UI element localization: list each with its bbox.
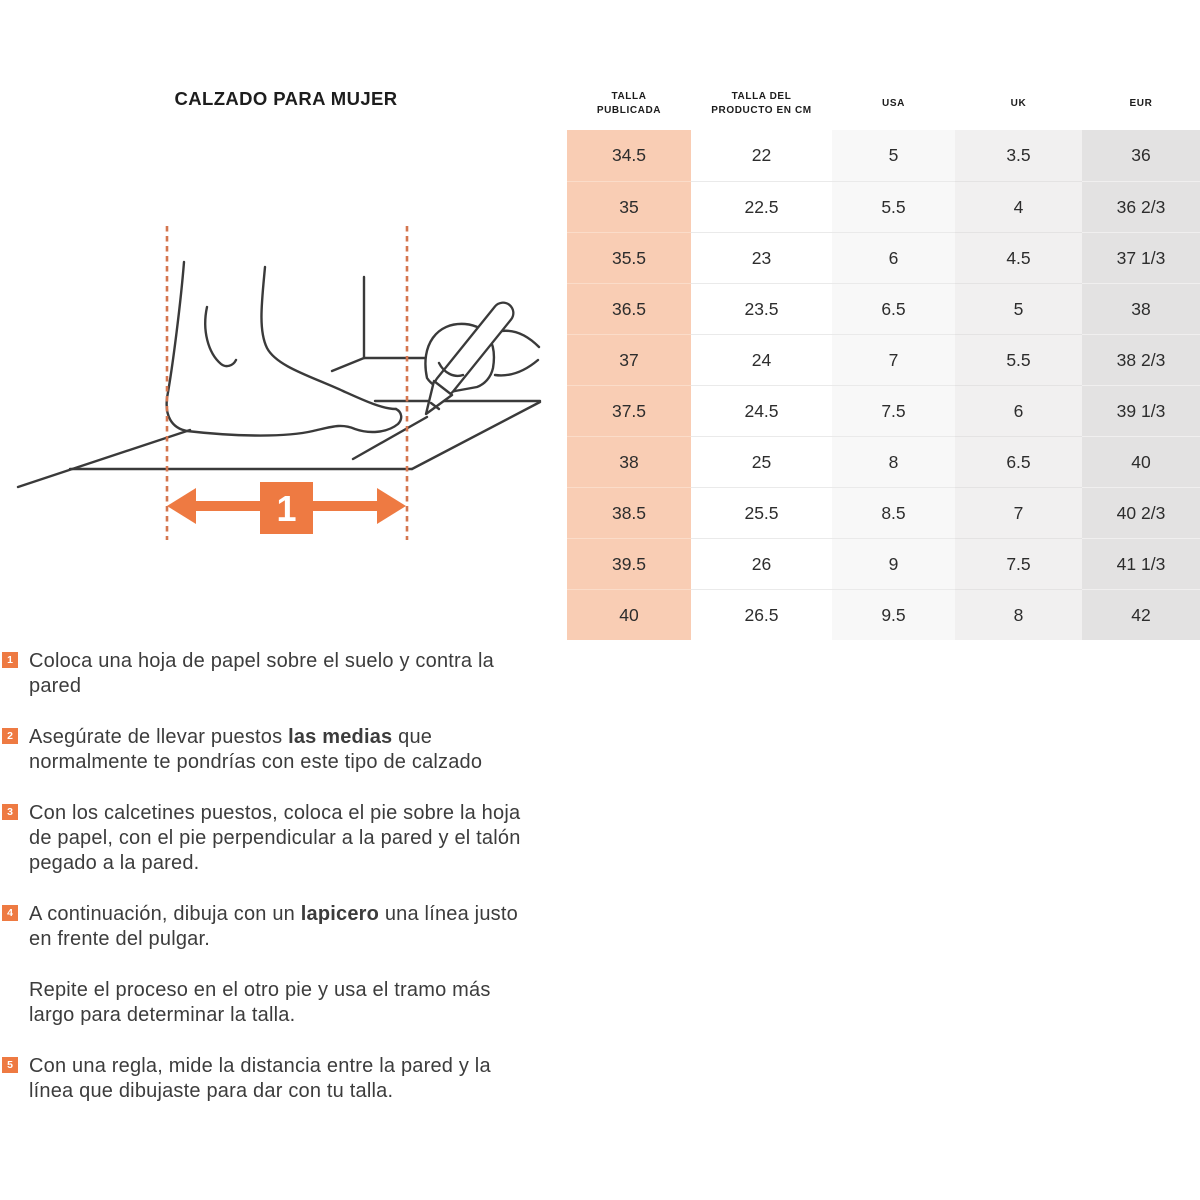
table-cell: 5 xyxy=(832,130,955,181)
table-cell: 23.5 xyxy=(691,283,832,334)
table-row xyxy=(567,181,1200,232)
table-cell: 24.5 xyxy=(691,385,832,436)
page-title: CALZADO PARA MUJER xyxy=(174,88,398,109)
instruction-text: Repite el proceso en el otro pie y usa el tramo más largo para determinar la talla. xyxy=(29,979,491,1026)
instruction-item xyxy=(2,1054,558,1104)
instruction-text: Coloca una hoja de papel sobre el suelo y contra la pared xyxy=(29,650,494,697)
wrist-line-bottom xyxy=(495,360,538,375)
table-cell: 7 xyxy=(832,334,955,385)
table-cell: 42 xyxy=(1082,589,1200,640)
table-row xyxy=(567,130,1200,181)
step-badge: 3 xyxy=(2,804,18,820)
table-cell: 8.5 xyxy=(832,487,955,538)
table-cell: 9.5 xyxy=(832,589,955,640)
foot-top-line xyxy=(261,267,396,409)
header-eur: EUR xyxy=(1129,98,1153,109)
table-cell: 7.5 xyxy=(832,385,955,436)
table-cell: 6 xyxy=(955,385,1082,436)
step-badge: 2 xyxy=(2,728,18,744)
table-cell: 4 xyxy=(955,181,1082,232)
table-cell: 39 1/3 xyxy=(1082,385,1200,436)
size-table xyxy=(567,78,1200,640)
table-cell: 36 xyxy=(1082,130,1200,181)
table-cell: 8 xyxy=(832,436,955,487)
table-cell: 7 xyxy=(955,487,1082,538)
header-talla-publicada: TALLA PUBLICADA xyxy=(596,91,662,116)
foot-measure-illustration xyxy=(15,205,560,545)
pencil-drawn-line xyxy=(353,417,427,459)
table-cell: 25.5 xyxy=(691,487,832,538)
table-cell: 22.5 xyxy=(691,181,832,232)
table-cell: 36.5 xyxy=(567,283,691,334)
table-cell: 24 xyxy=(691,334,832,385)
header-usa: USA xyxy=(882,98,905,109)
table-cell: 5.5 xyxy=(832,181,955,232)
instruction-text: Con los calcetines puestos, coloca el pie sobre la hoja de papel, con el pie perpendicular a la pared y el talón pegado a la pared. xyxy=(29,802,521,874)
wall-foot-line xyxy=(332,358,364,371)
table-cell: 37.5 xyxy=(567,385,691,436)
table-cell: 34.5 xyxy=(567,130,691,181)
instruction-item xyxy=(2,725,558,775)
instruction-item xyxy=(2,649,558,699)
table-cell: 22 xyxy=(691,130,832,181)
table-cell: 38 2/3 xyxy=(1082,334,1200,385)
table-cell: 36 2/3 xyxy=(1082,181,1200,232)
step-badge: 5 xyxy=(2,1057,18,1073)
instruction-text: Con una regla, mide la distancia entre la pared y la línea que dibujaste para dar con tu talla. xyxy=(29,1055,491,1102)
table-cell: 35 xyxy=(567,181,691,232)
table-row xyxy=(567,487,1200,538)
table-row xyxy=(567,538,1200,589)
instruction-text: A continuación, dibuja con un lapicero una línea justo en frente del pulgar. xyxy=(29,903,518,950)
header-talla-producto-cm: TALLA DEL PRODUCTO EN CM xyxy=(711,91,812,116)
table-row xyxy=(567,436,1200,487)
table-cell: 5 xyxy=(955,283,1082,334)
paper-right-edge xyxy=(412,402,540,469)
table-cell: 6 xyxy=(832,232,955,283)
table-cell: 8 xyxy=(955,589,1082,640)
paper-left-edge xyxy=(18,430,190,487)
table-cell: 37 xyxy=(567,334,691,385)
instruction-item xyxy=(2,978,558,1028)
step-badge: 4 xyxy=(2,905,18,921)
table-cell: 23 xyxy=(691,232,832,283)
table-row xyxy=(567,589,1200,640)
instructions-list xyxy=(2,649,558,1130)
instruction-item xyxy=(2,801,558,876)
table-cell: 26 xyxy=(691,538,832,589)
instruction-item xyxy=(2,902,558,952)
table-cell: 7.5 xyxy=(955,538,1082,589)
table-cell: 5.5 xyxy=(955,334,1082,385)
table-cell: 38 xyxy=(567,436,691,487)
table-cell: 40 2/3 xyxy=(1082,487,1200,538)
foot-outline xyxy=(167,262,402,436)
ankle-line xyxy=(205,307,236,366)
table-cell: 35.5 xyxy=(567,232,691,283)
step-1-marker-label: 1 xyxy=(276,488,297,529)
table-row xyxy=(567,385,1200,436)
table-cell: 6.5 xyxy=(832,283,955,334)
table-cell: 6.5 xyxy=(955,436,1082,487)
table-cell: 41 1/3 xyxy=(1082,538,1200,589)
table-cell: 3.5 xyxy=(955,130,1082,181)
table-cell: 40 xyxy=(1082,436,1200,487)
table-cell: 38.5 xyxy=(567,487,691,538)
instruction-text: Asegúrate de llevar puestos las medias que normalmente te pondrías con este tipo de calzado xyxy=(29,726,483,773)
table-row xyxy=(567,334,1200,385)
size-table-header xyxy=(567,78,1200,130)
table-cell: 40 xyxy=(567,589,691,640)
table-cell: 38 xyxy=(1082,283,1200,334)
table-row xyxy=(567,232,1200,283)
table-cell: 4.5 xyxy=(955,232,1082,283)
step-badge: 1 xyxy=(2,652,18,668)
table-cell: 39.5 xyxy=(567,538,691,589)
table-cell: 25 xyxy=(691,436,832,487)
table-cell: 37 1/3 xyxy=(1082,232,1200,283)
table-cell: 9 xyxy=(832,538,955,589)
header-uk: UK xyxy=(1010,98,1027,109)
table-cell: 26.5 xyxy=(691,589,832,640)
table-row xyxy=(567,283,1200,334)
